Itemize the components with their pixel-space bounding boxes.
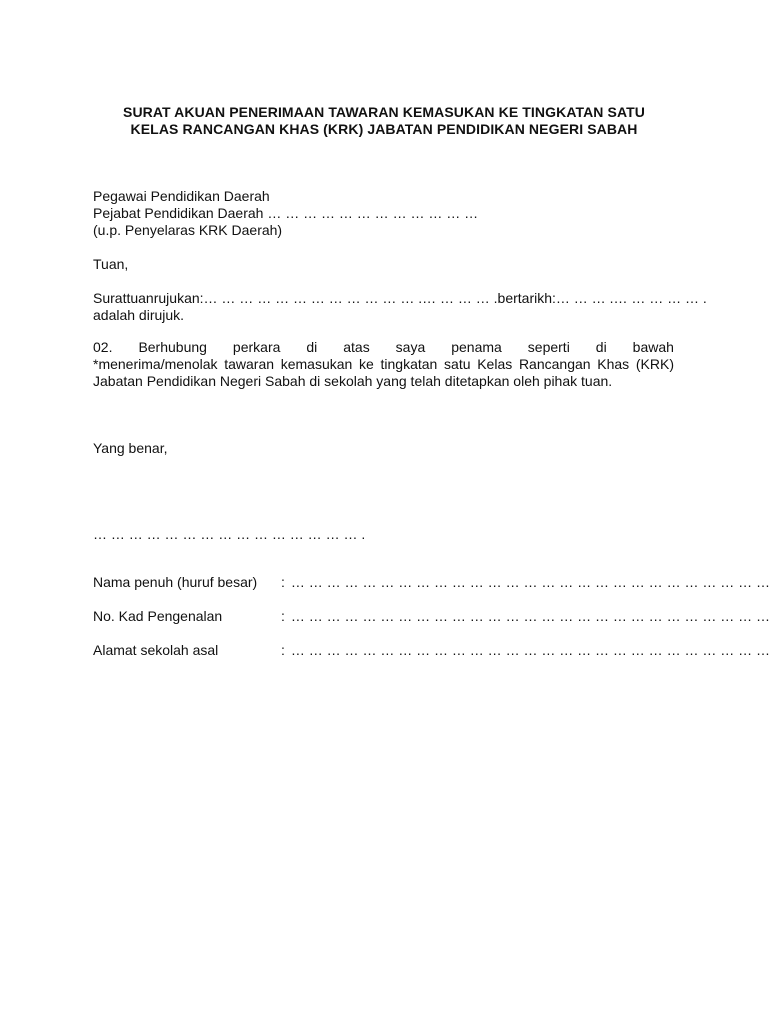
recipient-line-3: (u.p. Penyelaras KRK Daerah): [93, 222, 283, 238]
reference-word: tuan: [126, 290, 154, 306]
paragraph-word: Berhubung: [138, 339, 207, 355]
recipient-line-2: Pejabat Pendidikan Daerah … … … … … … … … … … … …: [93, 205, 479, 221]
document-title: [80, 104, 688, 138]
closing: Yang benar,: [93, 440, 168, 456]
paragraph-rest: *menerima/menolak tawaran kemasukan ke tingkatan satu Kelas Rancangan Khas (KRK) Jabatan Pendidikan Negeri Sabah di sekolah yang telah ditetapkan oleh pihak tuan.: [93, 356, 674, 389]
reference-word: :: [552, 290, 556, 306]
ic-number-separator: :: [281, 608, 285, 624]
paragraph-word: penama: [451, 339, 502, 355]
reference-word: Surat: [93, 290, 127, 306]
paragraph-word: 02.: [93, 339, 113, 355]
body-paragraph: [93, 339, 674, 390]
reference-word: :: [199, 290, 204, 306]
reference-number-blank: … … … … … … … … … … … … .… … … … .: [203, 290, 498, 306]
reference-line-2: adalah dirujuk.: [93, 307, 185, 323]
paragraph-word: di: [306, 339, 318, 355]
ic-number-label: No. Kad Pengenalan: [93, 608, 223, 624]
school-address-field: [93, 642, 770, 659]
full-name-separator: :: [281, 574, 285, 590]
ic-number-blank: … … … … … … … … … … … … … … … … … … … … … … … … … … …: [290, 608, 770, 624]
ic-number-field: [93, 608, 770, 625]
full-name-label: Nama penuh (huruf besar): [93, 574, 258, 590]
paragraph-word: di: [595, 339, 607, 355]
full-name-field: [93, 574, 770, 591]
reference-date-blank: … … … .… … … … … .: [555, 290, 707, 306]
reference-paragraph: [93, 290, 707, 324]
reference-word: bertarikh: [497, 290, 553, 306]
signature-line: … … … … … … … … … … … … … … … .: [93, 526, 366, 542]
title-line-1: SURAT AKUAN PENERIMAAN TAWARAN KEMASUKAN KE TINGKATAN SATU: [123, 104, 645, 120]
school-address-label: Alamat sekolah asal: [93, 642, 219, 658]
paragraph-word: saya: [395, 339, 426, 355]
recipient-line-1: Pegawai Pendidikan Daerah: [93, 188, 270, 204]
salutation: Tuan,: [93, 256, 129, 272]
reference-word: rujukan: [153, 290, 200, 306]
paragraph-word: perkara: [232, 339, 281, 355]
title-line-2: KELAS RANCANGAN KHAS (KRK) JABATAN PENDIDIKAN NEGERI SABAH: [130, 121, 638, 137]
school-address-blank: … … … … … … … … … … … … … … … … … … … … … … … … … … …: [290, 642, 770, 658]
paragraph-word: atas: [343, 339, 370, 355]
recipient-address: [93, 188, 674, 239]
school-address-separator: :: [281, 642, 285, 658]
paragraph-line-1: [93, 339, 674, 356]
reference-line-1: [93, 290, 707, 307]
paragraph-word: seperti: [527, 339, 570, 355]
full-name-blank: … … … … … … … … … … … … … … … … … … … … … … … … … … …: [290, 574, 770, 590]
paragraph-word: bawah: [632, 339, 674, 355]
